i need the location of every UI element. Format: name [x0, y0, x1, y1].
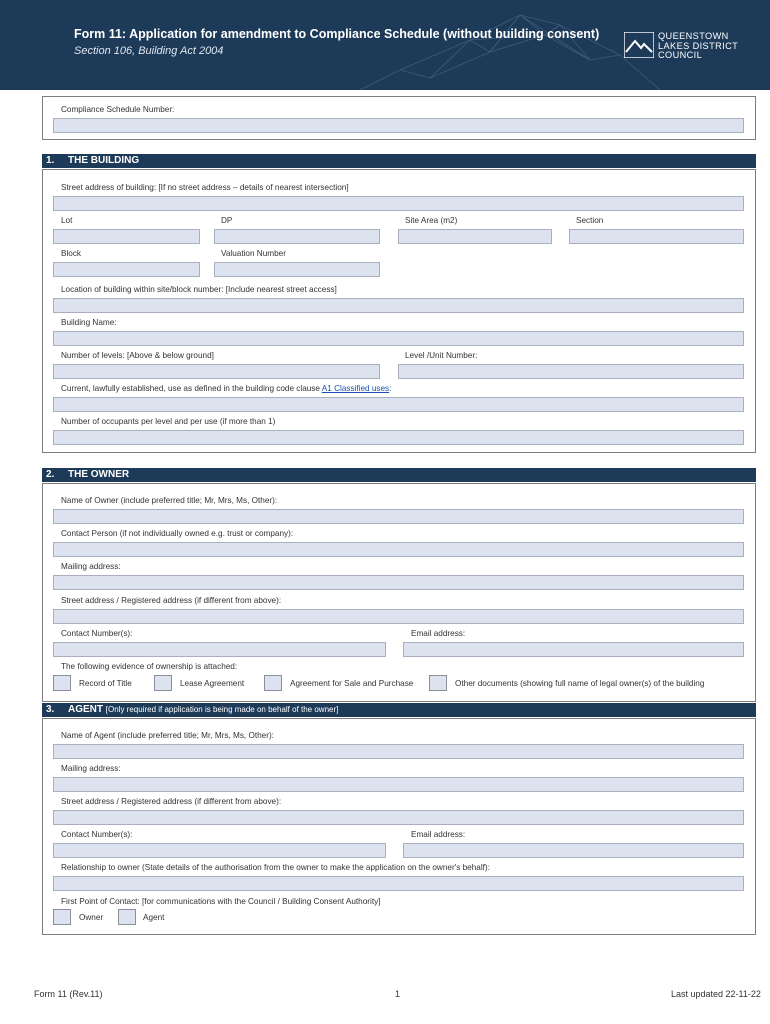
agent-name-label: Name of Agent (include preferred title; Mr, Mrs, Ms, Other): [61, 731, 274, 740]
owner-phone-label: Contact Number(s): [61, 629, 133, 638]
level-unit-label: Level /Unit Number: [405, 351, 478, 360]
contact-agent-label: Agent [143, 913, 165, 922]
evidence-label: The following evidence of ownership is attached: [61, 662, 238, 671]
current-use-label: Current, lawfully established, use as defined in the building code clause A1 Classified uses: [61, 384, 392, 393]
owner-street-field[interactable] [53, 609, 744, 624]
building-name-field[interactable] [53, 331, 744, 346]
cs-number-label: Compliance Schedule Number: [61, 105, 175, 114]
page-number: 1 [395, 989, 401, 999]
owner-mailing-field[interactable] [53, 575, 744, 590]
contact-person-field[interactable] [53, 542, 744, 557]
logo-text: QUEENSTOWN LAKES DISTRICT COUNCIL [658, 31, 739, 61]
form-subtitle: Section 106, Building Act 2004 [74, 45, 224, 57]
record-of-title-checkbox[interactable] [53, 675, 71, 691]
contact-owner-label: Owner [79, 913, 104, 922]
levels-label: Number of levels: [Above & below ground] [61, 351, 214, 360]
agent-street-field[interactable] [53, 810, 744, 825]
other-documents-checkbox[interactable] [429, 675, 447, 691]
owner-mailing-label: Mailing address: [61, 562, 121, 571]
section-owner-header: 2. THE OWNER [42, 468, 756, 482]
owner-street-label: Street address / Registered address (if different from above): [61, 596, 282, 605]
council-logo [624, 32, 764, 62]
section-building-header: 1. THE BUILDING [42, 154, 756, 168]
agent-street-label: Street address / Registered address (if different from above): [61, 797, 282, 806]
dp-field[interactable] [214, 229, 380, 244]
relationship-field[interactable] [53, 876, 744, 891]
classified-uses-link[interactable]: A1 Classified uses [321, 384, 390, 393]
agent-email-label: Email address: [411, 830, 466, 839]
mountain-graphic [360, 0, 660, 90]
block-label: Block [61, 249, 82, 258]
lease-agreement-checkbox[interactable] [154, 675, 172, 691]
owner-email-field[interactable] [403, 642, 744, 657]
site-area-label: Site Area (m2) [405, 216, 458, 225]
mountain-logo-icon [624, 32, 654, 58]
location-field[interactable] [53, 298, 744, 313]
agent-mailing-field[interactable] [53, 777, 744, 792]
agent-mailing-label: Mailing address: [61, 764, 121, 773]
contact-agent-checkbox[interactable] [118, 909, 136, 925]
location-label: Location of building within site/block number: [Include nearest street access] [61, 285, 337, 294]
section-field[interactable] [569, 229, 744, 244]
valuation-field[interactable] [214, 262, 380, 277]
contact-owner-checkbox[interactable] [53, 909, 71, 925]
cs-number-field[interactable] [53, 118, 744, 133]
relationship-label: Relationship to owner (State details of the authorisation from the owner to make the application on the owner's behalf): [61, 863, 490, 872]
lease-agreement-label: Lease Agreement [180, 679, 245, 688]
lot-field[interactable] [53, 229, 200, 244]
street-address-field[interactable] [53, 196, 744, 211]
section-label: Section [576, 216, 604, 225]
owner-name-field[interactable] [53, 509, 744, 524]
owner-name-label: Name of Owner (include preferred title; Mr, Mrs, Ms, Other): [61, 496, 278, 505]
agent-phone-field[interactable] [53, 843, 386, 858]
owner-email-label: Email address: [411, 629, 466, 638]
first-contact-label: First Point of Contact: [for communications with the Council / Building Consent Authority] [61, 897, 381, 906]
sale-purchase-checkbox[interactable] [264, 675, 282, 691]
valuation-label: Valuation Number [221, 249, 286, 258]
street-address-label: Street address of building: [If no street address – details of nearest intersection] [61, 183, 349, 192]
agent-phone-label: Contact Number(s): [61, 830, 133, 839]
last-updated: Last updated 22-11-22 [671, 989, 761, 999]
current-use-field[interactable] [53, 397, 744, 412]
section-agent-header: 3. AGENT [Only required if application is being made on behalf of the owner] [42, 703, 756, 717]
record-of-title-label: Record of Title [79, 679, 132, 688]
site-area-field[interactable] [398, 229, 552, 244]
sale-purchase-label: Agreement for Sale and Purchase [290, 679, 414, 688]
owner-phone-field[interactable] [53, 642, 386, 657]
form-header [0, 0, 770, 90]
form-revision: Form 11 (Rev.11) [34, 989, 103, 999]
agent-name-field[interactable] [53, 744, 744, 759]
other-documents-label: Other documents (showing full name of legal owner(s) of the building [455, 679, 705, 688]
block-field[interactable] [53, 262, 200, 277]
levels-field[interactable] [53, 364, 380, 379]
agent-email-field[interactable] [403, 843, 744, 858]
form-title: Form 11: Application for amendment to Compliance Schedule (without building consent) [74, 27, 600, 41]
dp-label: DP [221, 216, 233, 225]
occupants-label: Number of occupants per level and per use (if more than 1) [61, 417, 276, 426]
lot-label: Lot [61, 216, 73, 225]
occupants-field[interactable] [53, 430, 744, 445]
level-unit-field[interactable] [398, 364, 744, 379]
building-name-label: Building Name: [61, 318, 117, 327]
contact-person-label: Contact Person (if not individually owned e.g. trust or company): [61, 529, 294, 538]
